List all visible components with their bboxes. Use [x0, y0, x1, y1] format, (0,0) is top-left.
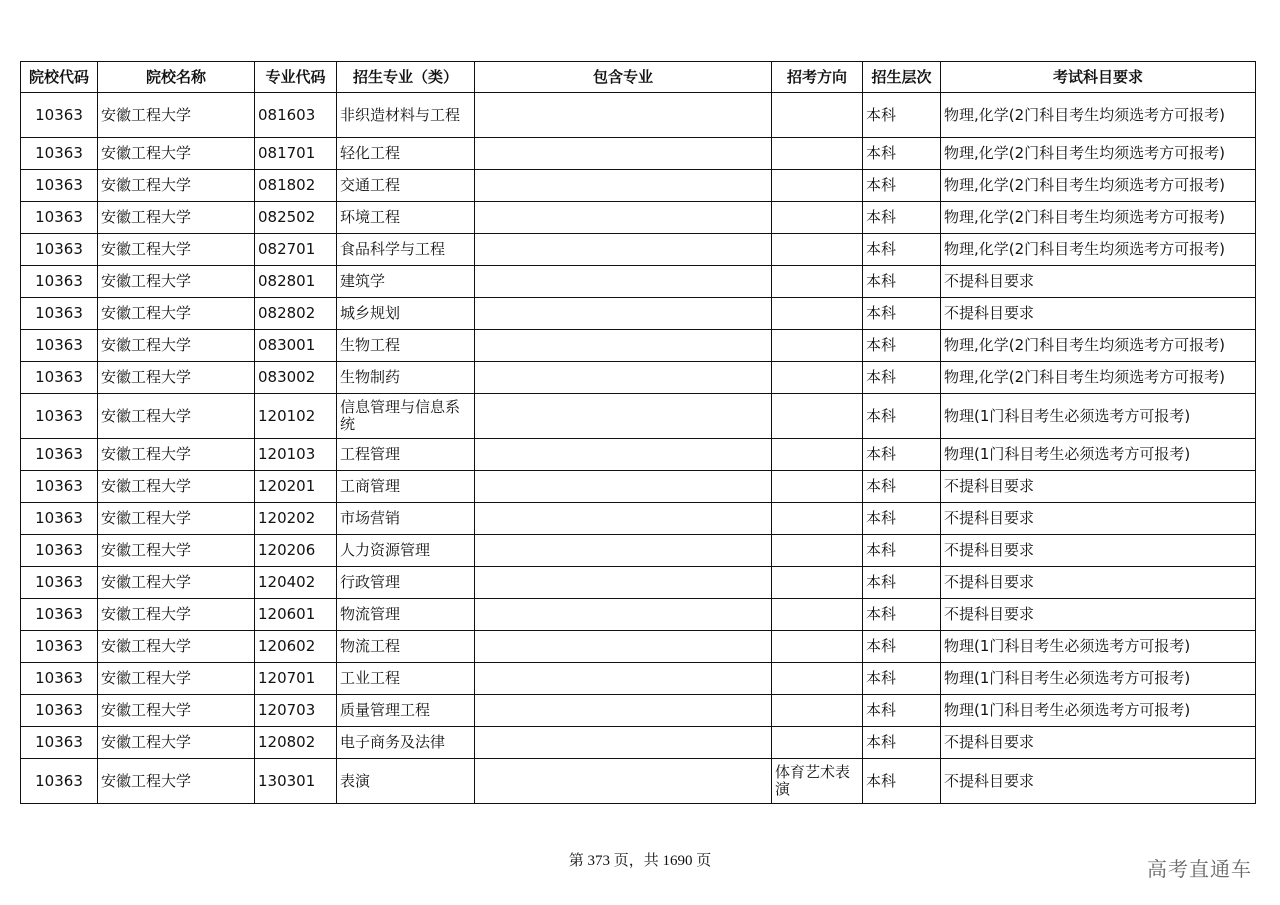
major-cell: 工程管理 [337, 439, 475, 471]
level-cell: 本科 [863, 663, 941, 695]
school-code-cell: 10363 [21, 599, 98, 631]
major-cell: 行政管理 [337, 567, 475, 599]
header-direction: 招考方向 [772, 62, 863, 93]
requirement-cell: 不提科目要求 [941, 727, 1256, 759]
included-majors-cell [475, 503, 772, 535]
header-school-name: 院校名称 [98, 62, 255, 93]
major-cell: 环境工程 [337, 202, 475, 234]
major-code-cell: 082502 [255, 202, 337, 234]
direction-cell [772, 234, 863, 266]
direction-cell [772, 266, 863, 298]
level-cell: 本科 [863, 727, 941, 759]
level-cell: 本科 [863, 631, 941, 663]
requirement-cell: 不提科目要求 [941, 759, 1256, 804]
major-cell: 生物制药 [337, 362, 475, 394]
direction-cell [772, 663, 863, 695]
included-majors-cell [475, 298, 772, 330]
table-row [21, 695, 1256, 727]
level-cell: 本科 [863, 362, 941, 394]
requirement-cell: 物理,化学(2门科目考生均须选考方可报考) [941, 93, 1256, 138]
major-code-cell: 130301 [255, 759, 337, 804]
table-row [21, 471, 1256, 503]
table-row [21, 93, 1256, 138]
requirement-cell: 物理(1门科目考生必须选考方可报考) [941, 439, 1256, 471]
header-level: 招生层次 [863, 62, 941, 93]
school-name-cell: 安徽工程大学 [98, 535, 255, 567]
major-code-cell: 120206 [255, 535, 337, 567]
requirement-cell: 物理,化学(2门科目考生均须选考方可报考) [941, 170, 1256, 202]
major-code-cell: 083001 [255, 330, 337, 362]
level-cell: 本科 [863, 567, 941, 599]
table-row [21, 631, 1256, 663]
level-cell: 本科 [863, 599, 941, 631]
school-code-cell: 10363 [21, 298, 98, 330]
school-name-cell: 安徽工程大学 [98, 567, 255, 599]
school-code-cell: 10363 [21, 138, 98, 170]
direction-cell [772, 298, 863, 330]
major-cell: 物流管理 [337, 599, 475, 631]
table-row [21, 567, 1256, 599]
major-cell: 工商管理 [337, 471, 475, 503]
major-cell: 非织造材料与工程 [337, 93, 475, 138]
included-majors-cell [475, 170, 772, 202]
requirement-cell: 物理,化学(2门科目考生均须选考方可报考) [941, 362, 1256, 394]
level-cell: 本科 [863, 394, 941, 439]
direction-cell [772, 93, 863, 138]
major-cell: 生物工程 [337, 330, 475, 362]
direction-cell [772, 439, 863, 471]
requirement-cell: 物理,化学(2门科目考生均须选考方可报考) [941, 202, 1256, 234]
major-cell: 表演 [337, 759, 475, 804]
major-cell: 人力资源管理 [337, 535, 475, 567]
header-requirement: 考试科目要求 [941, 62, 1256, 93]
included-majors-cell [475, 439, 772, 471]
table-row [21, 439, 1256, 471]
direction-cell [772, 727, 863, 759]
table-row [21, 362, 1256, 394]
direction-cell [772, 503, 863, 535]
requirement-cell: 不提科目要求 [941, 298, 1256, 330]
included-majors-cell [475, 471, 772, 503]
school-code-cell: 10363 [21, 170, 98, 202]
direction-cell [772, 471, 863, 503]
included-majors-cell [475, 202, 772, 234]
level-cell: 本科 [863, 439, 941, 471]
major-cell: 信息管理与信息系统 [337, 394, 475, 439]
school-name-cell: 安徽工程大学 [98, 631, 255, 663]
major-code-cell: 082801 [255, 266, 337, 298]
direction-cell [772, 695, 863, 727]
major-cell: 质量管理工程 [337, 695, 475, 727]
school-name-cell: 安徽工程大学 [98, 234, 255, 266]
direction-cell [772, 535, 863, 567]
requirement-cell: 物理,化学(2门科目考生均须选考方可报考) [941, 138, 1256, 170]
major-code-cell: 120402 [255, 567, 337, 599]
requirement-cell: 物理(1门科目考生必须选考方可报考) [941, 631, 1256, 663]
table-row [21, 202, 1256, 234]
included-majors-cell [475, 138, 772, 170]
requirement-cell: 不提科目要求 [941, 266, 1256, 298]
requirement-cell: 不提科目要求 [941, 535, 1256, 567]
major-cell: 物流工程 [337, 631, 475, 663]
school-name-cell: 安徽工程大学 [98, 362, 255, 394]
level-cell: 本科 [863, 503, 941, 535]
school-code-cell: 10363 [21, 759, 98, 804]
major-code-cell: 081701 [255, 138, 337, 170]
header-school-code: 院校代码 [21, 62, 98, 93]
included-majors-cell [475, 631, 772, 663]
included-majors-cell [475, 759, 772, 804]
direction-cell [772, 631, 863, 663]
school-code-cell: 10363 [21, 202, 98, 234]
requirement-cell: 物理(1门科目考生必须选考方可报考) [941, 394, 1256, 439]
school-name-cell: 安徽工程大学 [98, 599, 255, 631]
direction-cell: 体育艺术表演 [772, 759, 863, 804]
school-name-cell: 安徽工程大学 [98, 695, 255, 727]
direction-cell [772, 599, 863, 631]
included-majors-cell [475, 266, 772, 298]
major-cell: 电子商务及法律 [337, 727, 475, 759]
table-row [21, 234, 1256, 266]
table-row [21, 599, 1256, 631]
school-code-cell: 10363 [21, 535, 98, 567]
level-cell: 本科 [863, 266, 941, 298]
requirement-cell: 物理(1门科目考生必须选考方可报考) [941, 695, 1256, 727]
table-row [21, 298, 1256, 330]
school-name-cell: 安徽工程大学 [98, 439, 255, 471]
table-row [21, 663, 1256, 695]
included-majors-cell [475, 394, 772, 439]
direction-cell [772, 394, 863, 439]
school-name-cell: 安徽工程大学 [98, 503, 255, 535]
header-major: 招生专业（类） [337, 62, 475, 93]
school-code-cell: 10363 [21, 362, 98, 394]
school-code-cell: 10363 [21, 695, 98, 727]
included-majors-cell [475, 567, 772, 599]
major-cell: 交通工程 [337, 170, 475, 202]
included-majors-cell [475, 330, 772, 362]
page-number: 第 373 页，共 1690 页 [568, 853, 712, 869]
major-cell: 城乡规划 [337, 298, 475, 330]
major-code-cell: 081802 [255, 170, 337, 202]
level-cell: 本科 [863, 202, 941, 234]
header-included-majors: 包含专业 [475, 62, 772, 93]
direction-cell [772, 362, 863, 394]
table-row [21, 503, 1256, 535]
direction-cell [772, 330, 863, 362]
level-cell: 本科 [863, 170, 941, 202]
included-majors-cell [475, 234, 772, 266]
school-code-cell: 10363 [21, 663, 98, 695]
included-majors-cell [475, 727, 772, 759]
school-name-cell: 安徽工程大学 [98, 202, 255, 234]
major-code-cell: 120701 [255, 663, 337, 695]
direction-cell [772, 170, 863, 202]
included-majors-cell [475, 535, 772, 567]
requirement-cell: 不提科目要求 [941, 503, 1256, 535]
direction-cell [772, 567, 863, 599]
school-code-cell: 10363 [21, 567, 98, 599]
table-row [21, 266, 1256, 298]
table-row [21, 535, 1256, 567]
requirement-cell: 不提科目要求 [941, 471, 1256, 503]
school-code-cell: 10363 [21, 266, 98, 298]
school-code-cell: 10363 [21, 471, 98, 503]
major-code-cell: 120802 [255, 727, 337, 759]
table-row [21, 170, 1256, 202]
included-majors-cell [475, 93, 772, 138]
level-cell: 本科 [863, 535, 941, 567]
school-name-cell: 安徽工程大学 [98, 471, 255, 503]
level-cell: 本科 [863, 330, 941, 362]
level-cell: 本科 [863, 93, 941, 138]
school-code-cell: 10363 [21, 93, 98, 138]
watermark: 高考直通车 [1147, 857, 1252, 881]
major-code-cell: 120202 [255, 503, 337, 535]
school-code-cell: 10363 [21, 234, 98, 266]
level-cell: 本科 [863, 138, 941, 170]
major-code-cell: 081603 [255, 93, 337, 138]
requirement-cell: 不提科目要求 [941, 567, 1256, 599]
major-code-cell: 120103 [255, 439, 337, 471]
table-row [21, 727, 1256, 759]
major-cell: 食品科学与工程 [337, 234, 475, 266]
included-majors-cell [475, 695, 772, 727]
school-name-cell: 安徽工程大学 [98, 727, 255, 759]
school-name-cell: 安徽工程大学 [98, 663, 255, 695]
school-name-cell: 安徽工程大学 [98, 266, 255, 298]
school-code-cell: 10363 [21, 439, 98, 471]
included-majors-cell [475, 599, 772, 631]
school-code-cell: 10363 [21, 330, 98, 362]
school-code-cell: 10363 [21, 503, 98, 535]
major-code-cell: 082701 [255, 234, 337, 266]
requirement-cell: 物理,化学(2门科目考生均须选考方可报考) [941, 234, 1256, 266]
table-row [21, 138, 1256, 170]
direction-cell [772, 202, 863, 234]
level-cell: 本科 [863, 759, 941, 804]
school-code-cell: 10363 [21, 394, 98, 439]
major-code-cell: 120601 [255, 599, 337, 631]
header-row [21, 62, 1256, 93]
major-code-cell: 120703 [255, 695, 337, 727]
requirement-cell: 物理,化学(2门科目考生均须选考方可报考) [941, 330, 1256, 362]
school-name-cell: 安徽工程大学 [98, 298, 255, 330]
table-row [21, 394, 1256, 439]
major-cell: 工业工程 [337, 663, 475, 695]
header-major-code: 专业代码 [255, 62, 337, 93]
major-code-cell: 120201 [255, 471, 337, 503]
requirement-cell: 不提科目要求 [941, 599, 1256, 631]
school-name-cell: 安徽工程大学 [98, 330, 255, 362]
major-code-cell: 083002 [255, 362, 337, 394]
major-code-cell: 120102 [255, 394, 337, 439]
direction-cell [772, 138, 863, 170]
included-majors-cell [475, 663, 772, 695]
major-code-cell: 120602 [255, 631, 337, 663]
level-cell: 本科 [863, 471, 941, 503]
major-code-cell: 082802 [255, 298, 337, 330]
school-code-cell: 10363 [21, 727, 98, 759]
included-majors-cell [475, 362, 772, 394]
admissions-table [20, 61, 1256, 804]
level-cell: 本科 [863, 234, 941, 266]
school-name-cell: 安徽工程大学 [98, 394, 255, 439]
major-cell: 轻化工程 [337, 138, 475, 170]
level-cell: 本科 [863, 695, 941, 727]
major-cell: 市场营销 [337, 503, 475, 535]
major-cell: 建筑学 [337, 266, 475, 298]
school-name-cell: 安徽工程大学 [98, 170, 255, 202]
table-row [21, 759, 1256, 804]
school-name-cell: 安徽工程大学 [98, 759, 255, 804]
requirement-cell: 物理(1门科目考生必须选考方可报考) [941, 663, 1256, 695]
school-name-cell: 安徽工程大学 [98, 138, 255, 170]
level-cell: 本科 [863, 298, 941, 330]
school-name-cell: 安徽工程大学 [98, 93, 255, 138]
table-row [21, 330, 1256, 362]
school-code-cell: 10363 [21, 631, 98, 663]
